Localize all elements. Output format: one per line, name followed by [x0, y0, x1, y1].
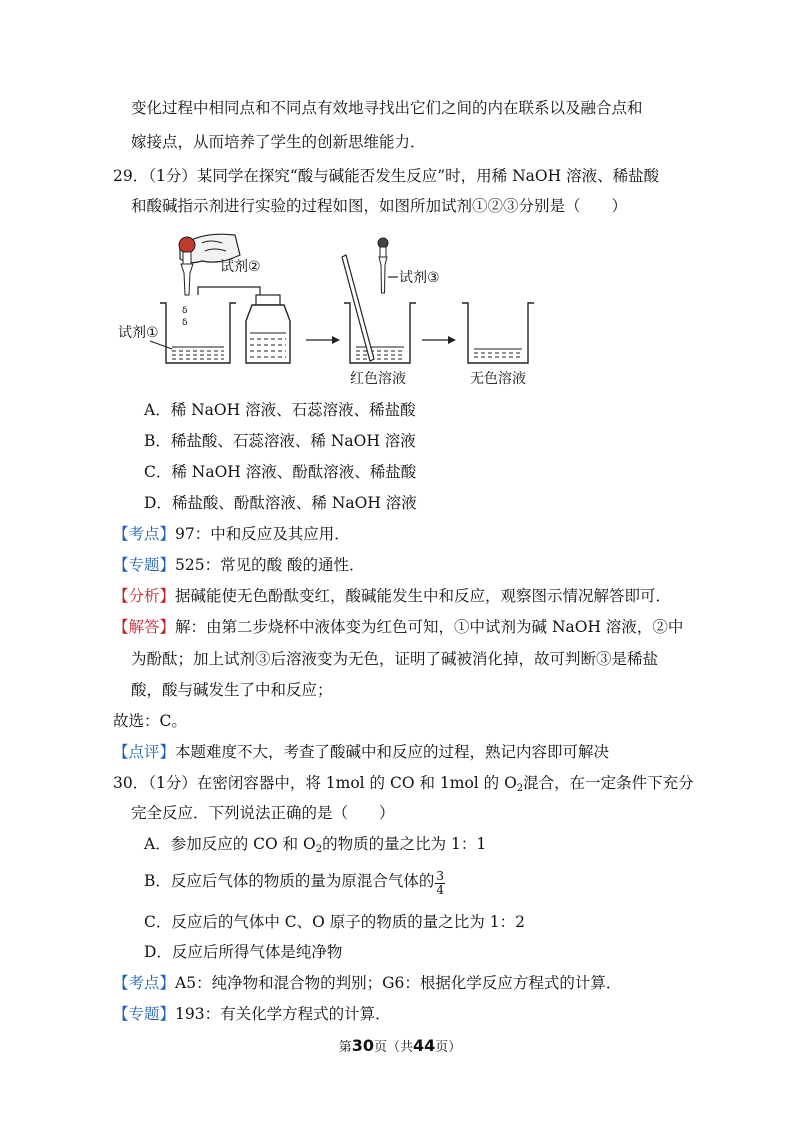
q29-option-b: B．稀盐酸、石蕊溶液、稀 NaOH 溶液	[144, 432, 416, 450]
fraction: $\frac{3}{4}$	[436, 869, 445, 897]
q30-option-c: C．反应后的气体中 C、O 原子的物质的量之比为 1：2	[144, 913, 525, 931]
q29-experiment-figure	[110, 225, 560, 395]
zhuanti-tag-30: 【专题】	[113, 1005, 176, 1023]
label-reagent-3: 试剂③	[399, 270, 440, 286]
q29-answer: 故选：C。	[113, 712, 187, 730]
label-reagent-1: 试剂①	[118, 325, 159, 341]
arrow-right-icon	[306, 336, 340, 344]
q29-option-d: D．稀盐酸、酚酞溶液、稀 NaOH 溶液	[144, 494, 417, 512]
q30-zhuanti: 【专题】193：有关化学方程式的计算．	[113, 1005, 391, 1023]
intro-line-1: 变化过程中相同点和不同点有效地寻找出它们之间的内在联系以及融合点和	[131, 99, 643, 117]
q29-option-a: A．稀 NaOH 溶液、石蕊溶液、稀盐酸	[144, 401, 416, 419]
q29-jieda-line-3: 酸，酸与碱发生了中和反应；	[131, 681, 333, 699]
q29-stem-line-2: 和酸碱指示剂进行实验的过程如图，如图所加试剂①②③分别是（ ）	[131, 197, 628, 215]
label-colorless-solution: 无色溶液	[470, 371, 526, 387]
q30-stem-line-2: 完全反应．下列说法正确的是（ ）	[131, 804, 395, 822]
svg-text:δ: δ	[182, 306, 188, 316]
glass-rod-icon	[342, 255, 374, 361]
zhuanti-tag: 【专题】	[113, 556, 176, 574]
fenxi-tag: 【分析】	[113, 587, 176, 605]
q29-fenxi: 【分析】据碱能使无色酚酞变红，酸碱能发生中和反应，观察图示情况解答即可．	[113, 587, 672, 605]
q29-option-c: C．稀 NaOH 溶液、酚酞溶液、稀盐酸	[144, 463, 417, 481]
q30-kaodian: 【考点】A5：纯净物和混合物的判别；G6：根据化学反应方程式的计算．	[113, 974, 622, 992]
dianping-tag: 【点评】	[113, 743, 176, 761]
q30-stem-line-1: 30．（1分）在密闭容器中，将 1mol 的 CO 和 1mol 的 $O_2$混合，在一定条件下充分	[113, 774, 694, 794]
q30-option-a: A．参加反应的 CO 和 $O_2$的物质的量之比为 1：1	[144, 835, 487, 855]
page-total: 44	[413, 1036, 436, 1055]
q30-option-b: B．反应后气体的物质的量为原混合气体的 $\frac{3}{4}$	[144, 869, 445, 897]
beaker-1	[150, 303, 236, 363]
reagent-bottle	[246, 295, 290, 363]
beaker-3	[462, 303, 534, 363]
page-number: 30	[351, 1036, 374, 1055]
kaodian-tag: 【考点】	[113, 525, 176, 543]
page-footer: 第30页（共44页）	[338, 1036, 462, 1055]
q29-jieda-line-2: 为酚酞；加上试剂③后溶液变为无色，证明了碱被消化掉，故可判断③是稀盐	[131, 650, 659, 668]
jieda-tag: 【解答】	[113, 618, 176, 636]
q29-zhuanti: 【专题】525：常见的酸 酸的通性．	[113, 556, 365, 574]
kaodian-tag-30: 【考点】	[113, 974, 176, 992]
q29-kaodian: 【考点】97：中和反应及其应用．	[113, 525, 350, 543]
dropper-icon-2	[378, 238, 388, 293]
q30-option-d: D．反应后所得气体是纯净物	[144, 943, 343, 961]
q29-jieda-line-1: 【解答】解：由第二步烧杯中液体变为红色可知，①中试剂为碱 NaOH 溶液，②中	[113, 618, 684, 636]
q29-dianping: 【点评】本题难度不大，考查了酸碱中和反应的过程，熟记内容即可解决	[113, 743, 610, 761]
label-reagent-2: 试剂②	[220, 259, 261, 275]
intro-line-2: 嫁接点，从而培养了学生的创新思维能力．	[131, 133, 426, 151]
dropper-icon	[179, 237, 195, 328]
svg-text:δ: δ	[182, 318, 188, 328]
label-red-solution: 红色溶液	[350, 371, 406, 387]
beaker-2	[344, 303, 416, 363]
arrow-right-icon-2	[422, 336, 456, 344]
q29-stem-line-1: 29．（1分）某同学在探究“酸与碱能否发生反应”时，用稀 NaOH 溶液、稀盐酸	[113, 167, 660, 185]
